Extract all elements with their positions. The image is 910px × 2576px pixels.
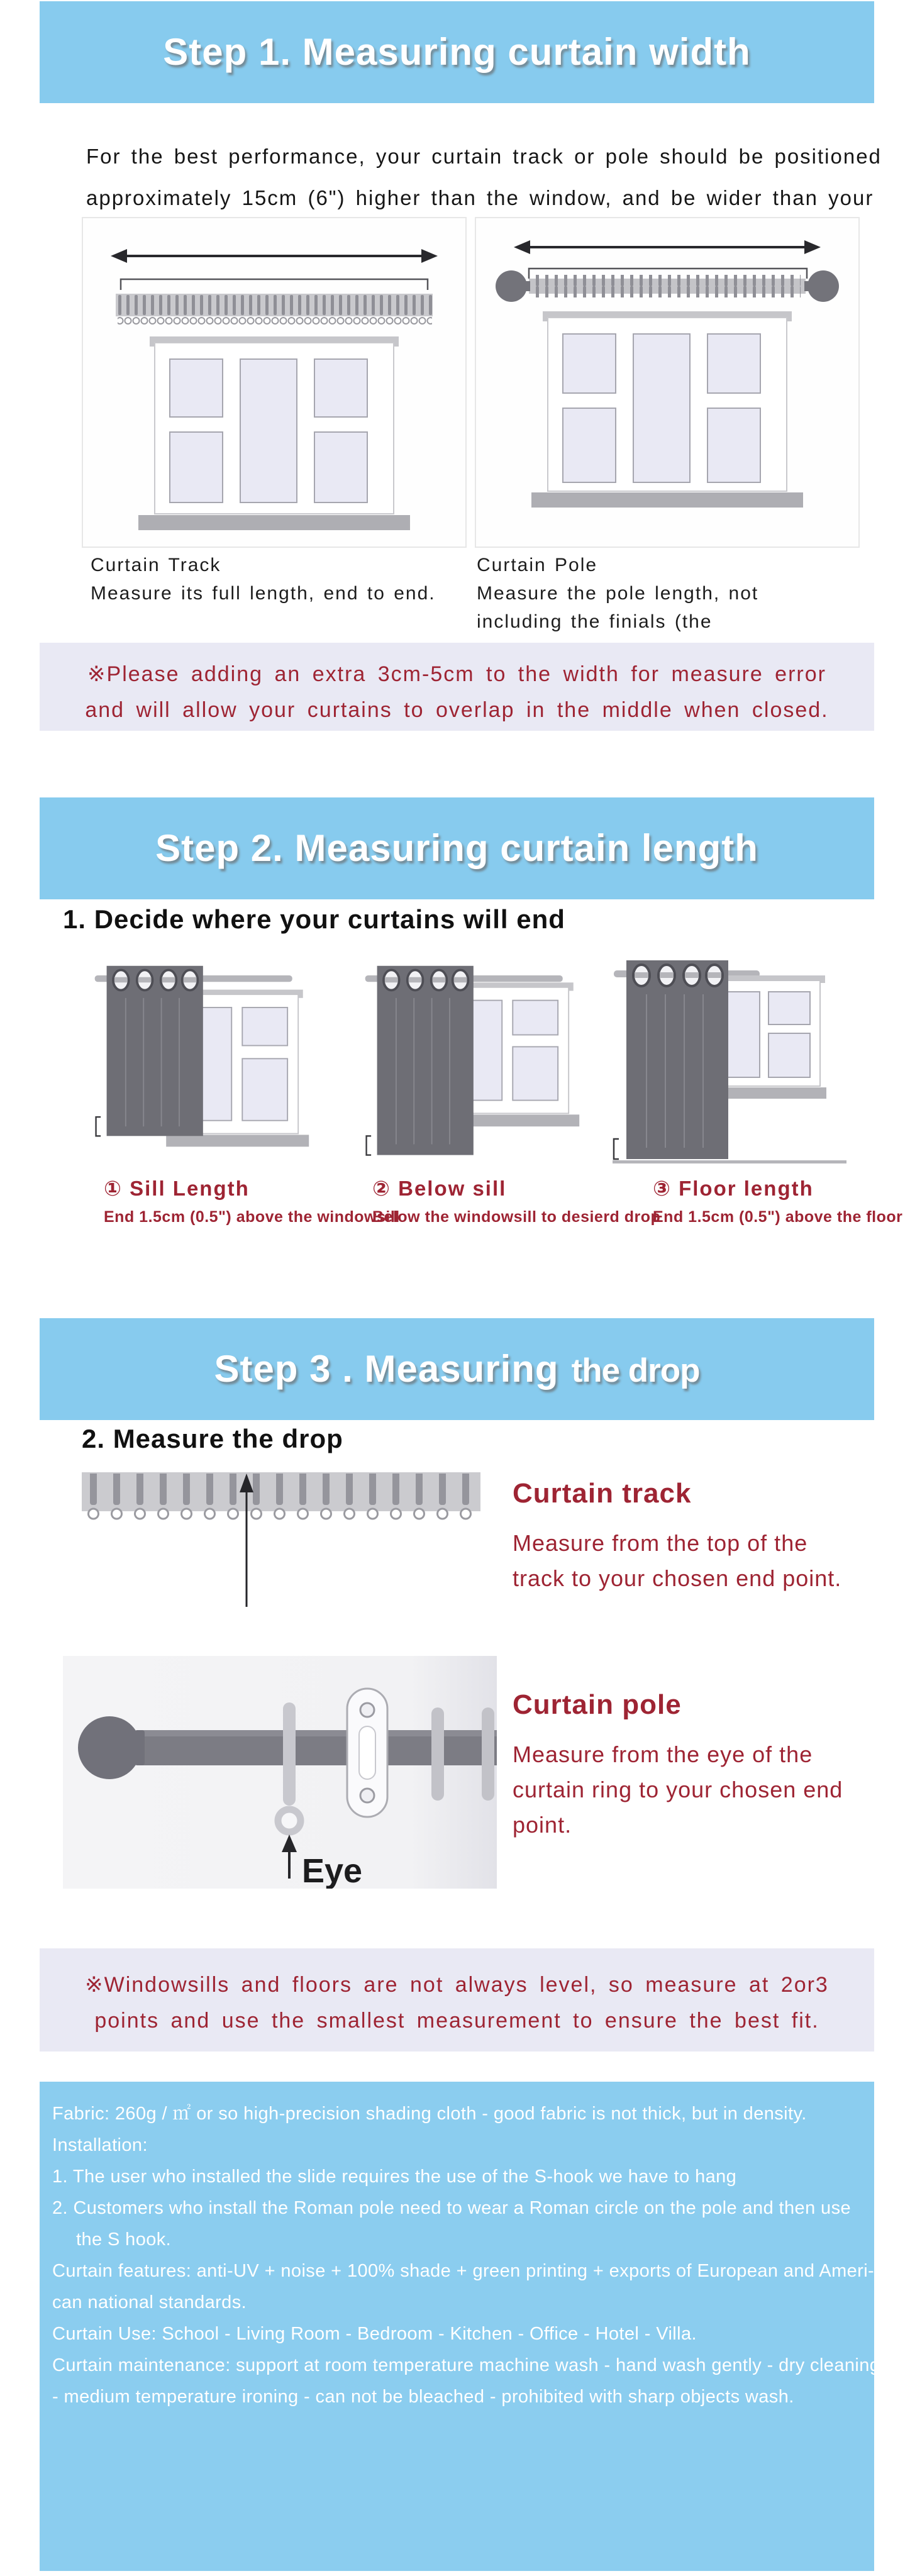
curtain-pole-window-icon [476,218,858,547]
floor-length-icon [610,953,849,1172]
curtain-track-caption-title: Curtain Track [91,555,221,575]
info-line: 1. The user who installed the slide requires the use of the S-hook we have to hang [52,2167,737,2187]
curtain-icon [626,960,728,1159]
drop-track-line2: track to your chosen end point. [513,1565,842,1591]
measure-bracket-icon [96,1117,101,1136]
curtain-pole-caption [477,551,758,636]
measure-bracket-icon [614,1139,619,1159]
step3-banner [40,1318,874,1420]
below-sill-title: ② Below sill [372,1177,507,1200]
info-line: Installation: [52,2135,148,2155]
pole-icon [496,270,839,302]
info-line: Fabric: 260g / ㎡ or so high-precision shading cloth - good fabric is not thick, but in density. [52,2104,807,2124]
width-note [40,643,874,731]
curtain-ring-icon [431,1707,444,1801]
drop-pole-title: Curtain pole [513,1689,682,1720]
width-arrow-icon [111,249,438,290]
info-line: Curtain Use: School - Living Room - Bedroom - Kitchen - Office - Hotel - Villa. [52,2324,697,2344]
curtain-pole-caption-title: Curtain Pole [477,555,598,575]
step1-banner-title: Step 1. Measuring curtain width [163,31,751,73]
step3-banner-subtitle: the drop [571,1352,700,1389]
step2-banner-title: Step 2. Measuring curtain length [155,827,758,869]
measure-bracket-icon [367,1136,372,1155]
width-arrow-icon [514,240,821,279]
level-note-line1: ※Windowsills and floors are not always level, so measure at 2or3 [85,1973,829,1997]
curtain-pole-window-figure [475,217,860,548]
below-sill-caption [372,1176,660,1226]
info-line: 2. Customers who install the Roman pole need to wear a Roman circle on the pole and then use [52,2198,852,2218]
curtain-icon [107,966,203,1136]
curtain-track-window-icon [83,218,465,547]
below-sill-figure [362,953,582,1172]
width-note-line1: ※Please adding an extra 3cm-5cm to the width for measure error [87,662,826,686]
curtain-track-window-figure [82,217,467,548]
drop-track-figure [82,1468,497,1610]
curtain-track-caption-body: Measure its full length, end to end. [91,583,436,604]
curtain-track-caption [91,551,436,608]
info-line: the S hook. [76,2229,172,2250]
product-info-box [40,2082,880,2571]
below-sill-icon [362,953,582,1172]
drop-track-icon [82,1468,497,1610]
finial-icon [78,1716,145,1779]
ring-eye-icon [278,1809,301,1832]
drop-pole-icon [63,1656,497,1889]
info-line: Curtain maintenance: support at room temperature machine wash - hand wash gently - dry cleaning [52,2355,880,2375]
floor-length-title: ③ Floor length [653,1177,814,1200]
drop-track-title: Curtain track [513,1478,692,1509]
sill-length-title: ① Sill Length [104,1177,250,1200]
eye-label: Eye [302,1852,363,1889]
floor-length-caption [653,1176,902,1226]
sill-length-desc: End 1.5cm (0.5") above the windowsill [104,1208,400,1226]
step1-intro-line1: For the best performance, your curtain track or pole should be positioned [86,145,882,168]
step3-heading: 2. Measure the drop [82,1424,343,1453]
below-sill-desc: Below the windowsill to desierd drop [372,1208,661,1226]
sill-length-caption [104,1176,400,1226]
drop-pole-line1: Measure from the eye of the [513,1741,813,1767]
step1-intro-line2: approximately 15cm (6") higher than the window, and be wider than your [86,186,874,209]
window-icon [531,311,803,508]
curtain-pole-caption-line1: Measure the pole length, not [477,583,759,604]
info-line: - medium temperature ironing - can not be bleached - prohibited with sharp objects wash. [52,2387,794,2407]
curtain-ring-icon [482,1707,494,1801]
info-line: Curtain features: anti-UV + noise + 100% shade + green printing + exports of European and Ameri- [52,2261,875,2281]
sill-length-icon [91,953,311,1172]
curtain-ring-icon [278,1702,301,1832]
level-note-line2: points and use the smallest measurement to ensure the best fit. [94,2009,819,2033]
drop-pole-text [513,1689,843,1843]
info-line: can national standards. [52,2292,247,2312]
window-icon [138,336,410,530]
sill-length-figure [91,953,311,1172]
drop-track-line1: Measure from the top of the [513,1530,808,1556]
width-note-line2: and will allow your curtains to overlap in the middle when closed. [85,698,829,722]
step2-banner [40,797,874,899]
step3-banner-title: Step 3 . Measuring [214,1348,559,1390]
drop-pole-line2: curtain ring to your chosen end [513,1777,843,1802]
track-icon [116,294,433,327]
step1-intro [86,136,882,219]
pole-bracket-icon [347,1689,387,1817]
floor-length-desc: End 1.5cm (0.5") above the floor [653,1208,903,1226]
curtain-icon [377,966,474,1155]
floor-length-figure [610,953,849,1172]
drop-pole-figure [63,1656,497,1889]
eye-arrow-icon [282,1835,297,1879]
level-note [40,1948,874,2051]
curtain-pole-caption-line2: including the finials (the [477,611,713,632]
step1-banner [40,1,874,103]
step2-heading: 1. Decide where your curtains will end [63,904,565,934]
drop-track-text [513,1478,841,1596]
floor-line-icon [613,1160,846,1163]
drop-pole-line3: point. [513,1812,572,1838]
